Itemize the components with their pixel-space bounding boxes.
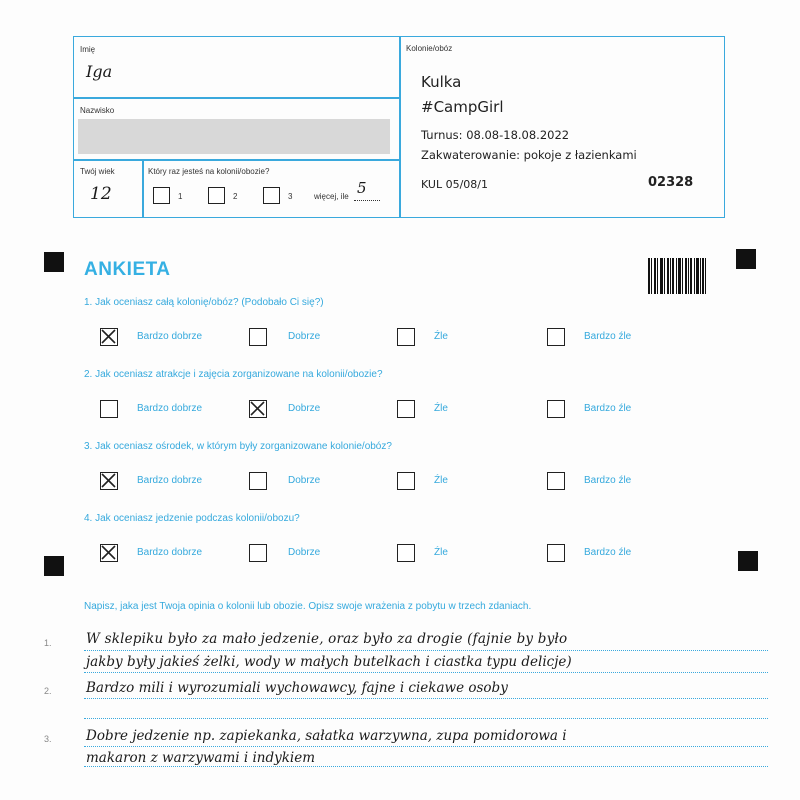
- rating-option-label: Bardzo źle: [584, 475, 632, 486]
- rating-option-label: Dobrze: [288, 331, 321, 342]
- rating-checkbox[interactable]: [249, 472, 267, 490]
- camp-tag: #CampGirl: [421, 98, 504, 116]
- accommodation: Zakwaterowanie: pokoje z łazienkami: [421, 148, 637, 162]
- check-mark-icon: [250, 401, 265, 416]
- answer-text-3a[interactable]: Dobre jedzenie np. zapiekanka, sałatka warzywna, zupa pomidorowa i: [86, 728, 567, 744]
- rating-checkbox-checked[interactable]: [100, 328, 118, 346]
- rating-option-label: Źle: [434, 475, 448, 486]
- rating-option-label: Bardzo dobrze: [137, 547, 203, 558]
- more-value[interactable]: 5: [357, 179, 367, 197]
- rating-checkbox[interactable]: [397, 472, 415, 490]
- age-value[interactable]: 12: [90, 184, 112, 204]
- rating-checkbox[interactable]: [397, 328, 415, 346]
- question-text: 3. Jak oceniasz ośrodek, w którym były zorganizowane kolonie/obóz?: [84, 441, 392, 452]
- answer-line: [84, 672, 768, 673]
- rating-option-label: Źle: [434, 547, 448, 558]
- rating-option-label: Dobrze: [288, 475, 321, 486]
- registration-marker-bottom-right: [738, 551, 758, 571]
- times-option-3: 3: [288, 192, 293, 201]
- registration-marker-top-right: [736, 249, 756, 269]
- question-text: 2. Jak oceniasz atrakcje i zajęcia zorganizowane na kolonii/obozie?: [84, 369, 383, 380]
- rating-option-label: Źle: [434, 403, 448, 414]
- rating-checkbox[interactable]: [547, 400, 565, 418]
- header-divider: [399, 37, 401, 217]
- name-label: Imię: [80, 45, 96, 54]
- turnus: Turnus: 08.08-18.08.2022: [421, 128, 570, 142]
- more-label: więcej, ile: [314, 192, 349, 201]
- answer-text-2a[interactable]: Bardzo mili i wyrozumiali wychowawcy, fajne i ciekawe osoby: [86, 680, 508, 696]
- rating-checkbox-checked[interactable]: [100, 472, 118, 490]
- surname-label: Nazwisko: [80, 106, 115, 115]
- rating-checkbox[interactable]: [397, 400, 415, 418]
- rating-option-label: Bardzo źle: [584, 403, 632, 414]
- line-number-2: 2.: [44, 686, 52, 696]
- rating-checkbox-checked[interactable]: [249, 400, 267, 418]
- question-text: 4. Jak oceniasz jedzenie podczas kolonii/obozu?: [84, 513, 300, 524]
- check-mark-icon: [101, 329, 116, 344]
- answer-line: [84, 718, 768, 719]
- answer-text-1b[interactable]: jakby były jakieś żelki, wody w małych butelkach i ciastka typu delicje): [86, 654, 572, 670]
- registration-marker-top-left: [44, 252, 64, 272]
- age-divider: [142, 160, 144, 217]
- times-checkbox-3[interactable]: [263, 187, 280, 204]
- rating-option-label: Bardzo źle: [584, 331, 632, 342]
- answer-line: [84, 746, 768, 747]
- line-number-1: 1.: [44, 638, 52, 648]
- rating-checkbox[interactable]: [249, 328, 267, 346]
- registration-marker-bottom-left: [44, 556, 64, 576]
- answer-text-1a[interactable]: W sklepiku było za mało jedzenie, oraz było za drogie (fajnie by było: [86, 631, 568, 647]
- times-option-2: 2: [233, 192, 238, 201]
- rating-option-label: Dobrze: [288, 547, 321, 558]
- name-value[interactable]: Iga: [86, 62, 113, 81]
- barcode-icon: [648, 258, 706, 294]
- camp-name: Kulka: [421, 73, 462, 91]
- opinion-intro: Napisz, jaka jest Twoja opinia o kolonii lub obozie. Opisz swoje wrażenia z pobytu w trzech zdaniach.: [84, 601, 532, 612]
- times-checkbox-2[interactable]: [208, 187, 225, 204]
- camp-label: Kolonie/obóz: [406, 44, 453, 53]
- check-mark-icon: [101, 473, 116, 488]
- surname-row-divider: [74, 159, 399, 161]
- form-number: 02328: [648, 175, 694, 190]
- answer-line: [84, 650, 768, 651]
- check-mark-icon: [101, 545, 116, 560]
- surname-redacted: [78, 119, 390, 154]
- rating-checkbox[interactable]: [249, 544, 267, 562]
- rating-checkbox[interactable]: [547, 328, 565, 346]
- age-label: Twój wiek: [80, 167, 115, 176]
- rating-checkbox[interactable]: [100, 400, 118, 418]
- rating-checkbox[interactable]: [547, 472, 565, 490]
- rating-option-label: Bardzo źle: [584, 547, 632, 558]
- rating-option-label: Bardzo dobrze: [137, 331, 203, 342]
- more-dotline: [354, 200, 380, 201]
- answer-text-3b[interactable]: makaron z warzywami i indykiem: [86, 750, 316, 766]
- answer-line: [84, 698, 768, 699]
- rating-option-label: Dobrze: [288, 403, 321, 414]
- times-checkbox-1[interactable]: [153, 187, 170, 204]
- times-option-1: 1: [178, 192, 183, 201]
- name-row-divider: [74, 97, 399, 99]
- rating-checkbox[interactable]: [397, 544, 415, 562]
- question-text: 1. Jak oceniasz całą kolonię/obóz? (Podobało Ci się?): [84, 297, 324, 308]
- times-label: Który raz jesteś na kolonii/obozie?: [148, 167, 270, 176]
- answer-line: [84, 766, 768, 767]
- rating-checkbox-checked[interactable]: [100, 544, 118, 562]
- survey-title: ANKIETA: [84, 259, 171, 280]
- line-number-3: 3.: [44, 734, 52, 744]
- camp-code: KUL 05/08/1: [421, 178, 488, 191]
- rating-option-label: Bardzo dobrze: [137, 475, 203, 486]
- rating-option-label: Bardzo dobrze: [137, 403, 203, 414]
- rating-checkbox[interactable]: [547, 544, 565, 562]
- rating-option-label: Źle: [434, 331, 448, 342]
